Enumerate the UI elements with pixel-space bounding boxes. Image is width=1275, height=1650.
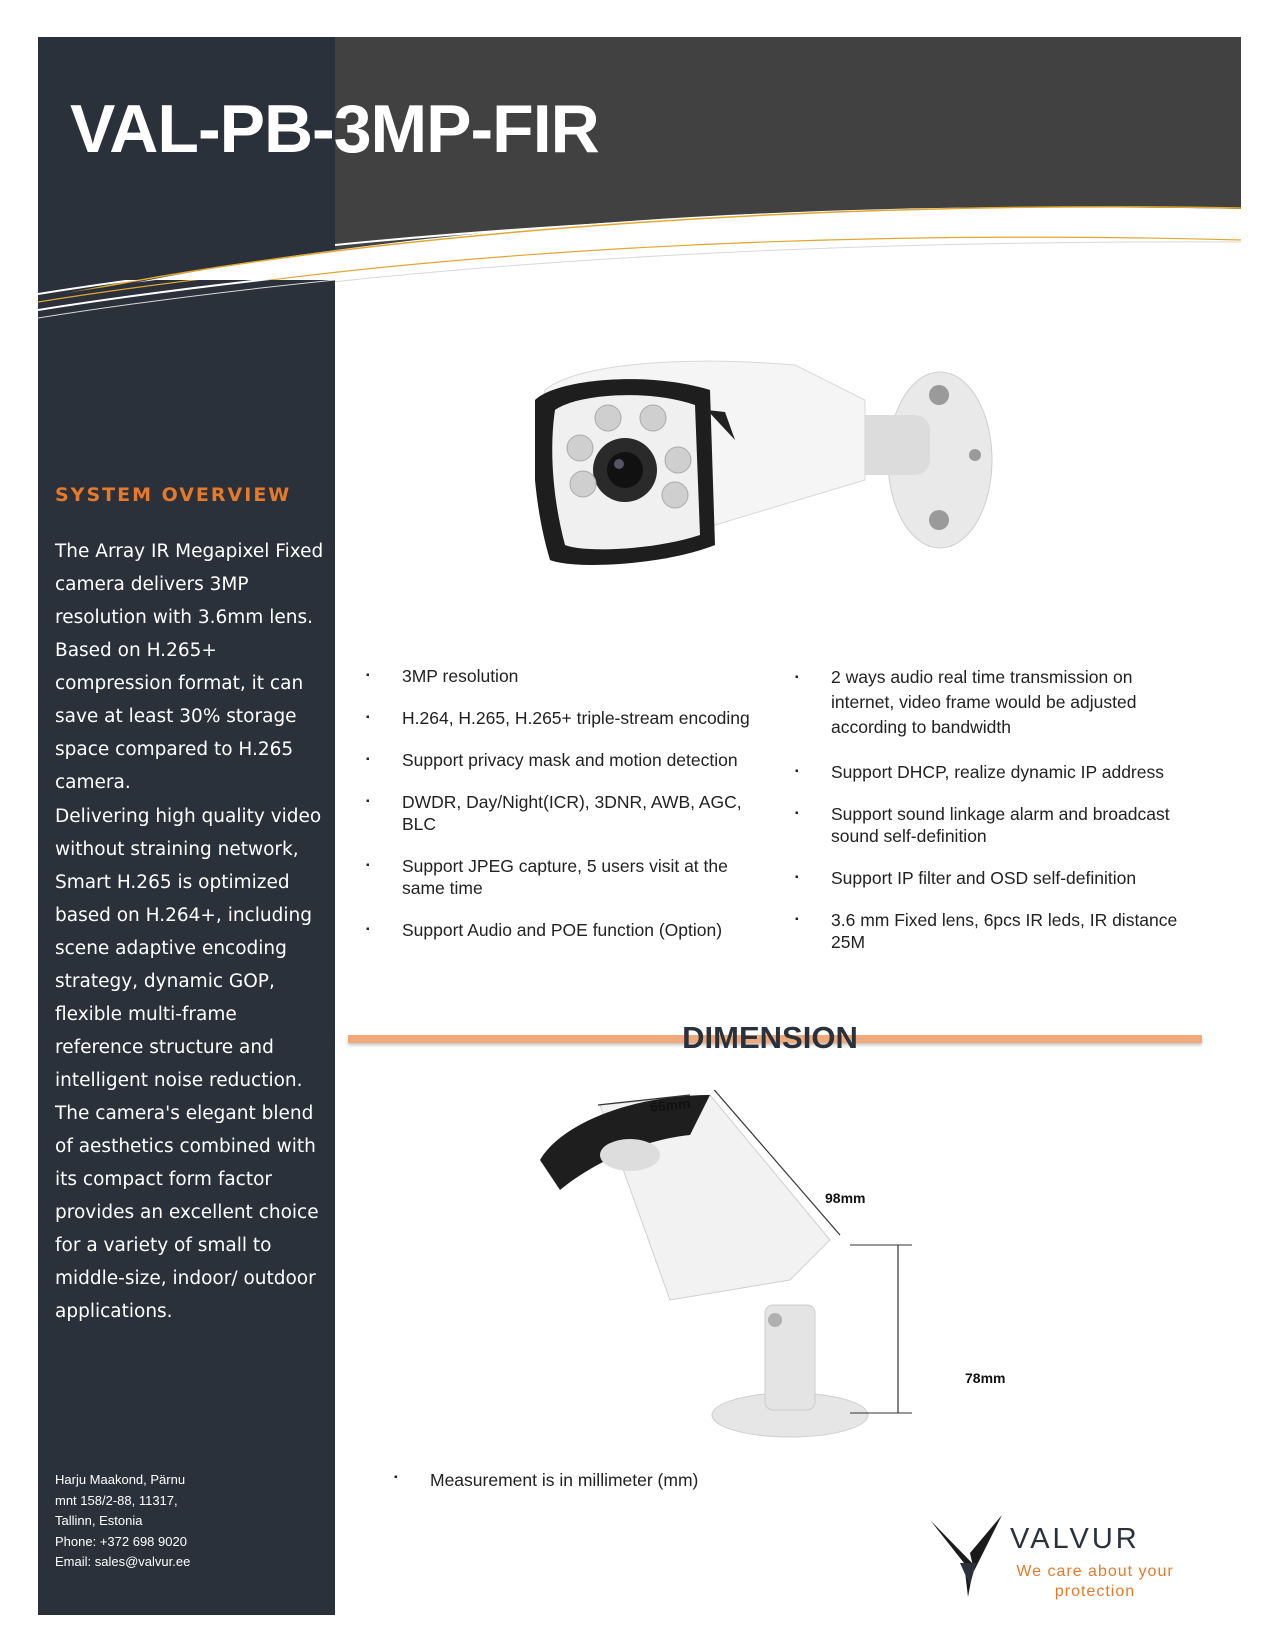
email-address: Email: sales@valvur.ee [55, 1554, 191, 1570]
feature-left-2: ▪ H.264, H.265, H.265+ triple-stream encoding [366, 708, 750, 728]
feature-left-1: ▪ 3MP resolution [366, 666, 519, 686]
brand-tagline: We care about your protection [1016, 1563, 1174, 1600]
width-label: 66mm [649, 1095, 692, 1115]
address-line-1: Harju Maakond, Pärnu [55, 1472, 186, 1487]
height-label: 78mm [965, 1370, 1006, 1386]
bullet-icon: ▪ [795, 766, 799, 777]
bullet-icon: ▪ [795, 808, 799, 819]
phone-number: Phone: +372 698 9020 [55, 1533, 187, 1549]
valvur-bird-logo-icon [930, 1515, 1002, 1597]
length-label: 98mm [825, 1190, 866, 1206]
feature-left-3: ▪ Support privacy mask and motion detection [366, 750, 738, 770]
bullet-icon: ▪ [366, 860, 370, 871]
product-title: VAL-PB-3MP-FIR [70, 91, 599, 167]
feature-right-5: ▪ 3.6 mm Fixed lens, 6pcs IR leds, IR distance 25M [795, 910, 1178, 952]
bullet-icon: ▪ [366, 796, 370, 807]
company-address [55, 1470, 305, 1573]
sidebar-waves [38, 280, 335, 340]
overview-paragraph-3: The camera's elegant blend of aesthetics combined with its compact form factor provides an excellent choice for a variety of small to middle-size, indoor/ outdoor applications. [55, 1103, 319, 1322]
feature-right-3: ▪ Support sound linkage alarm and broadcast sound self-definition [795, 804, 1170, 846]
bullet-icon: ▪ [795, 672, 799, 683]
overview-paragraph-1: The Array IR Megapixel Fixed camera delivers 3MP resolution with 3.6mm lens. Based on H.265+ compression format, it can save at least 30% storage space compared to H.265 camera. [55, 541, 324, 793]
overview-paragraph-2: Delivering high quality video without straining network, Smart H.265 is optimized based on H.264+, including scene adaptive encoding strategy, dynamic GOP, flexible multi-frame reference structure and intelligent noise reduction. [55, 806, 322, 1091]
feature-left-4: ▪ DWDR, Day/Night(ICR), 3DNR, AWB, AGC, BLC [366, 792, 742, 834]
address-line-2: mnt 158/2-88, 11317, [55, 1492, 178, 1508]
dimension-heading: DIMENSION [682, 1020, 858, 1055]
feature-left-6: ▪ Support Audio and POE function (Option) [366, 920, 723, 940]
feature-right-1: ▪ 2 ways audio real time transmission on internet, video frame would be adjusted according to bandwidth [795, 667, 1137, 737]
bullet-icon: ▪ [795, 872, 799, 883]
feature-right-2: ▪ Support DHCP, realize dynamic IP address [795, 762, 1164, 782]
feature-right-4: ▪ Support IP filter and OSD self-definition [795, 868, 1137, 888]
bullet-icon: ▪ [795, 914, 799, 925]
system-overview-heading: SYSTEM OVERVIEW [55, 484, 292, 506]
address-line-3: Tallinn, Estonia [55, 1513, 143, 1529]
bullet-icon: ▪ [366, 670, 370, 681]
brand-name: VALVUR [1010, 1523, 1140, 1555]
bullet-icon: ▪ [394, 1472, 398, 1483]
bullet-icon: ▪ [366, 754, 370, 765]
camera-product-image [535, 360, 1015, 620]
bullet-icon: ▪ [366, 924, 370, 935]
feature-left-5: ▪ Support JPEG capture, 5 users visit at the same time [366, 856, 728, 898]
camera-dimension-diagram [540, 1090, 1030, 1450]
measurement-note: ▪ Measurement is in millimeter (mm) [394, 1470, 699, 1490]
bullet-icon: ▪ [366, 712, 370, 723]
